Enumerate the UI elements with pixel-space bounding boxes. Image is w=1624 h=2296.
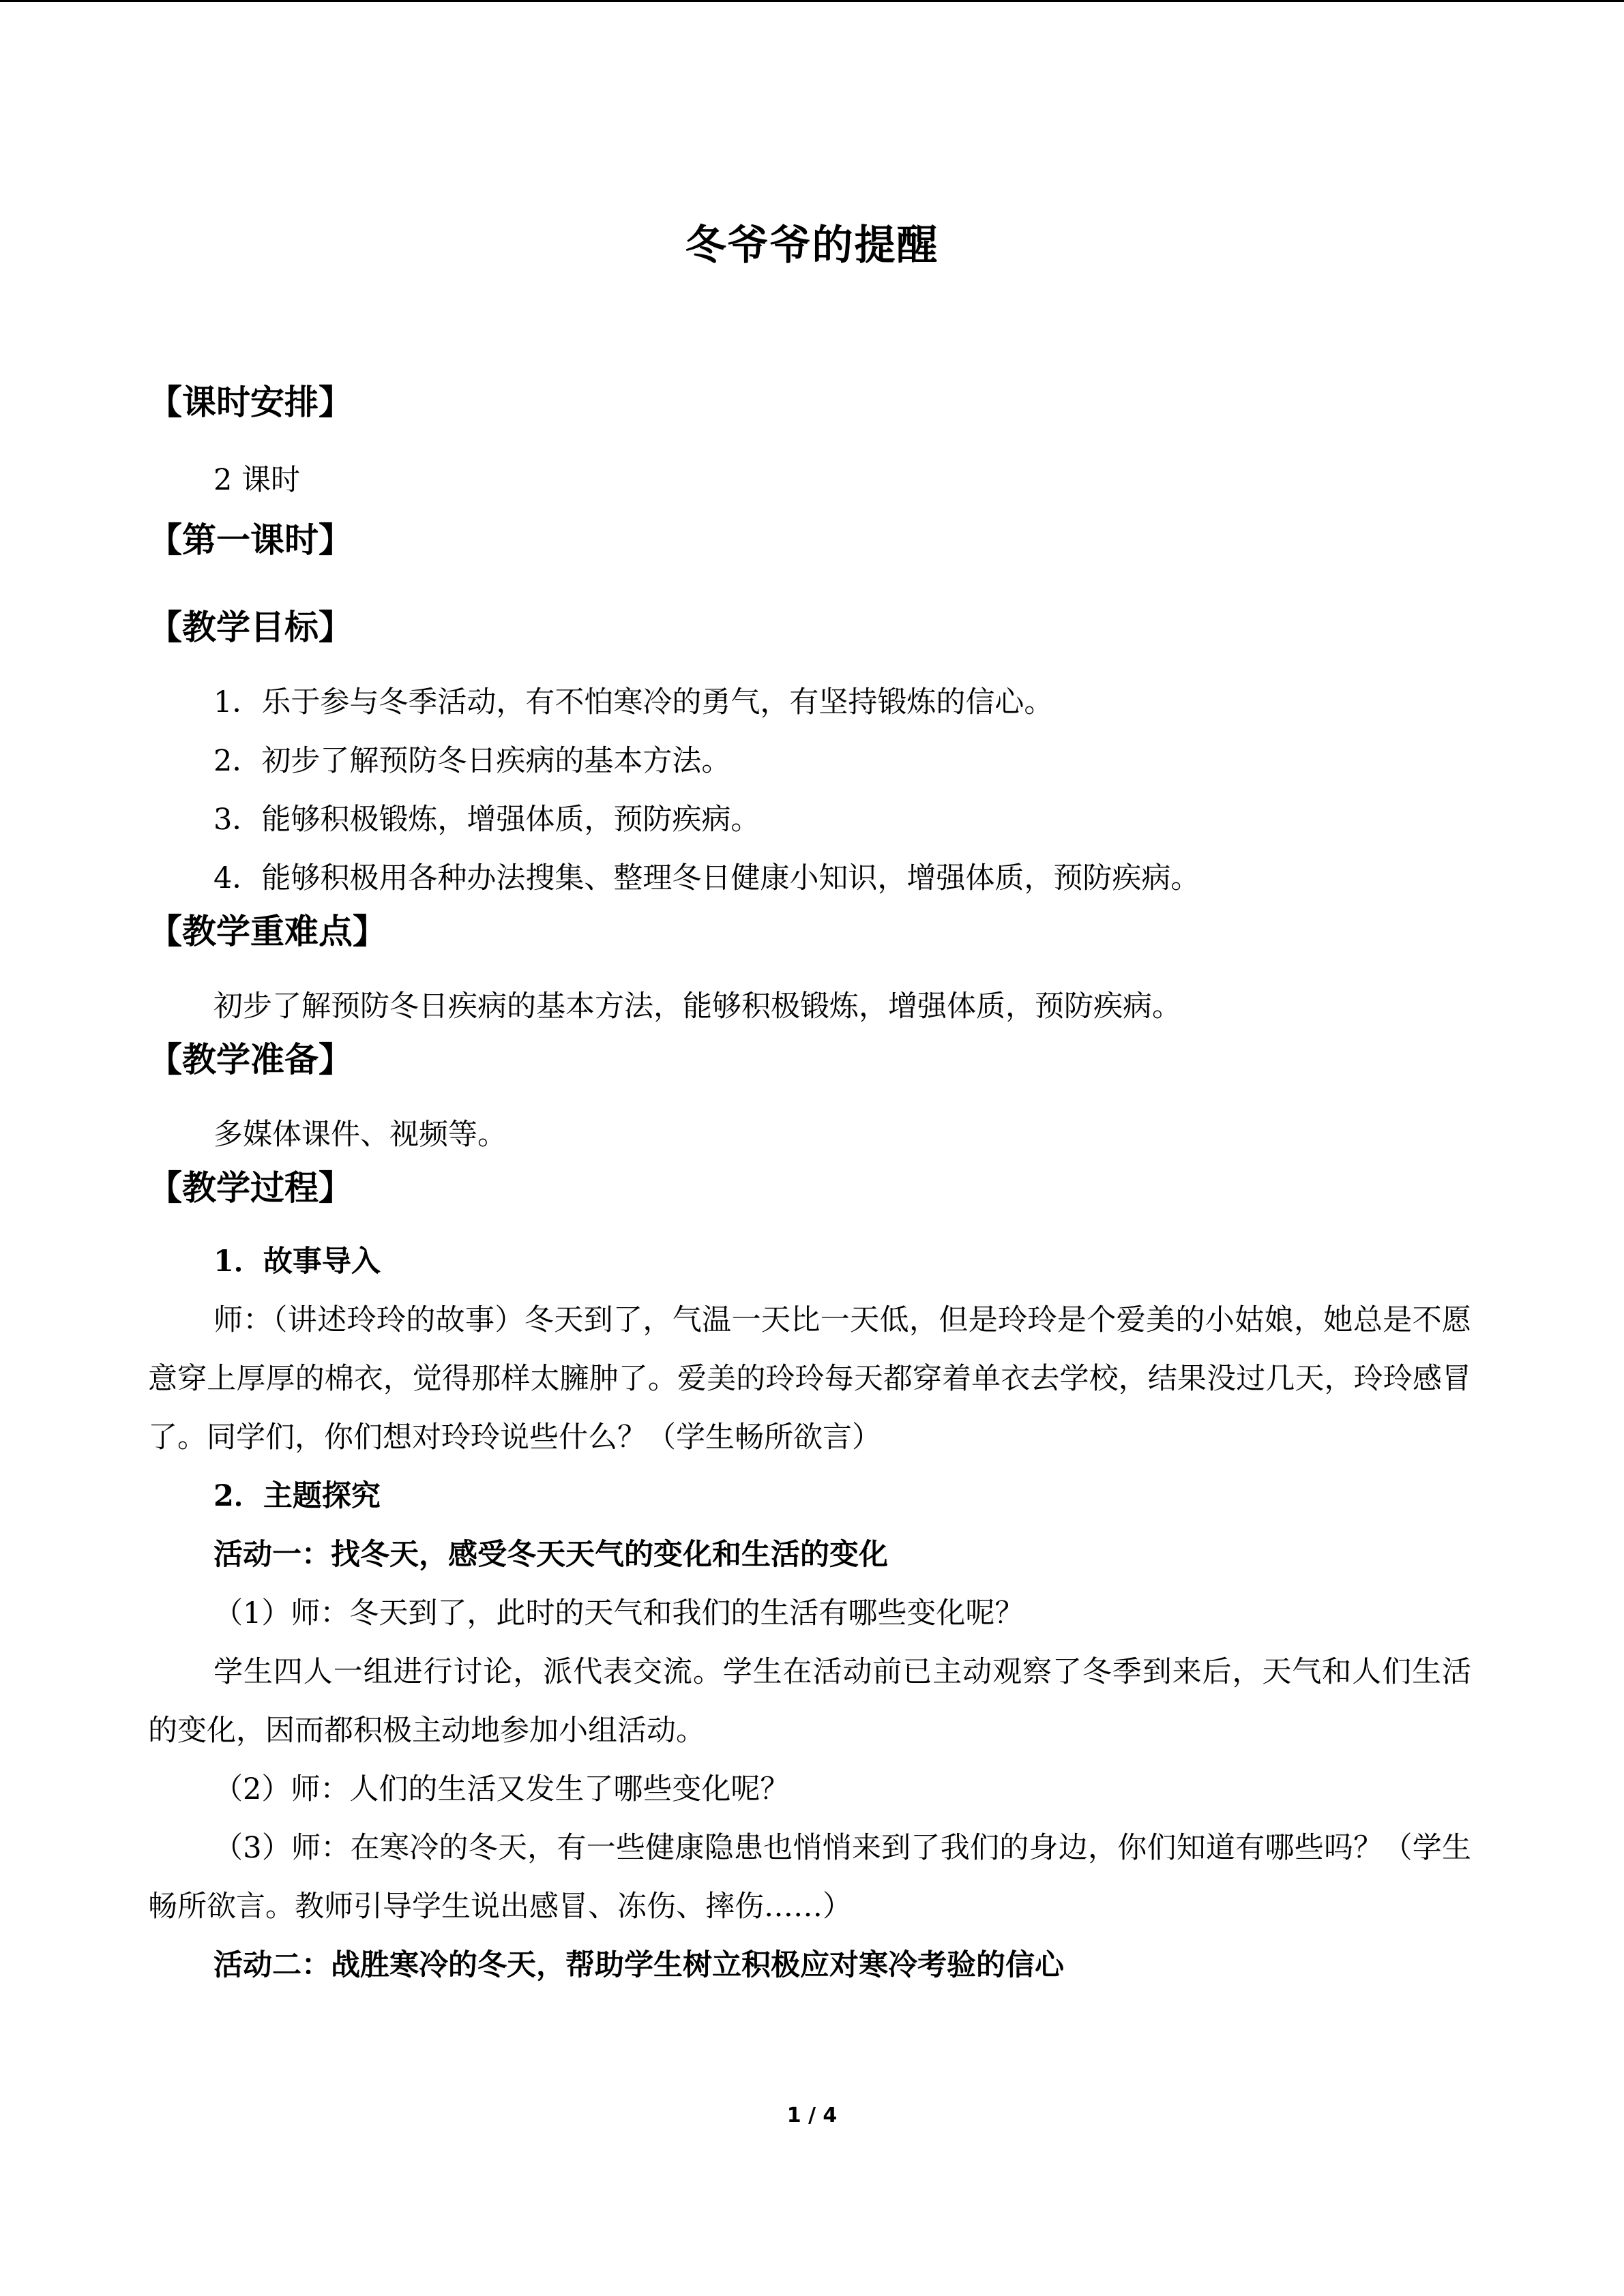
goal-item: 1．乐于参与冬季活动，有不怕寒冷的勇气，有坚持锻炼的信心。 xyxy=(213,685,1054,719)
goal-item: 3．能够积极锻炼，增强体质，预防疾病。 xyxy=(213,803,761,837)
activity1-discussion: 学生四人一组进行讨论，派代表交流。学生在活动前已主动观察了冬季到来后，天气和人们生活的变化，因而都积极主动地参加小组活动。 xyxy=(148,1655,1471,1748)
keypoints-text: 初步了解预防冬日疾病的基本方法，能够积极锻炼，增强体质，预防疾病。 xyxy=(213,989,1181,1024)
document-body xyxy=(148,378,1471,1995)
heading-process: 【教学过程】 xyxy=(148,1167,353,1208)
preparation-text: 多媒体课件、视频等。 xyxy=(213,1118,507,1152)
heading-lesson1: 【第一课时】 xyxy=(148,520,353,560)
goal-item: 2．初步了解预防冬日疾病的基本方法。 xyxy=(213,744,731,778)
document-title: 冬爷爷的提醒 xyxy=(685,222,939,269)
step1-title: 1．故事导入 xyxy=(213,1244,381,1279)
step2-title: 2．主题探究 xyxy=(213,1479,381,1513)
schedule-text: 2 课时 xyxy=(213,463,301,497)
top-border-line xyxy=(0,0,1624,2)
activity1-question-1: （1）师：冬天到了，此时的天气和我们的生活有哪些变化呢？ xyxy=(213,1596,1024,1630)
activity1-question-3: （3）师：在寒冷的冬天，有一些健康隐患也悄悄来到了我们的身边，你们知道有哪些吗？（学生畅所欲言。教师引导学生说出感冒、冻伤、摔伤……） xyxy=(148,1831,1471,1924)
heading-preparation: 【教学准备】 xyxy=(148,1039,353,1079)
activity1-title: 活动一：找冬天，感受冬天天气的变化和生活的变化 xyxy=(213,1538,888,1572)
activity2-title: 活动二：战胜寒冷的冬天，帮助学生树立积极应对寒冷考验的信心 xyxy=(213,1948,1064,1982)
goals-list xyxy=(148,673,1471,908)
activity1-question-2: （2）师：人们的生活又发生了哪些变化呢？ xyxy=(213,1772,790,1806)
page-number: 1 / 4 xyxy=(786,2104,838,2128)
heading-schedule: 【课时安排】 xyxy=(148,382,353,422)
heading-goals: 【教学目标】 xyxy=(148,607,353,647)
goal-item: 4．能够积极用各种办法搜集、整理冬日健康小知识，增强体质，预防疾病。 xyxy=(213,861,1200,895)
heading-keypoints: 【教学重难点】 xyxy=(148,911,387,951)
step1-text: 师：（讲述玲玲的故事）冬天到了，气温一天比一天低，但是玲玲是个爱美的小姑娘，她总是不愿意穿上厚厚的棉衣，觉得那样太臃肿了。爱美的玲玲每天都穿着单衣去学校，结果没过几天，玲玲感冒了。同学们，你们想对玲玲说些什么？（学生畅所欲言） xyxy=(148,1303,1471,1455)
